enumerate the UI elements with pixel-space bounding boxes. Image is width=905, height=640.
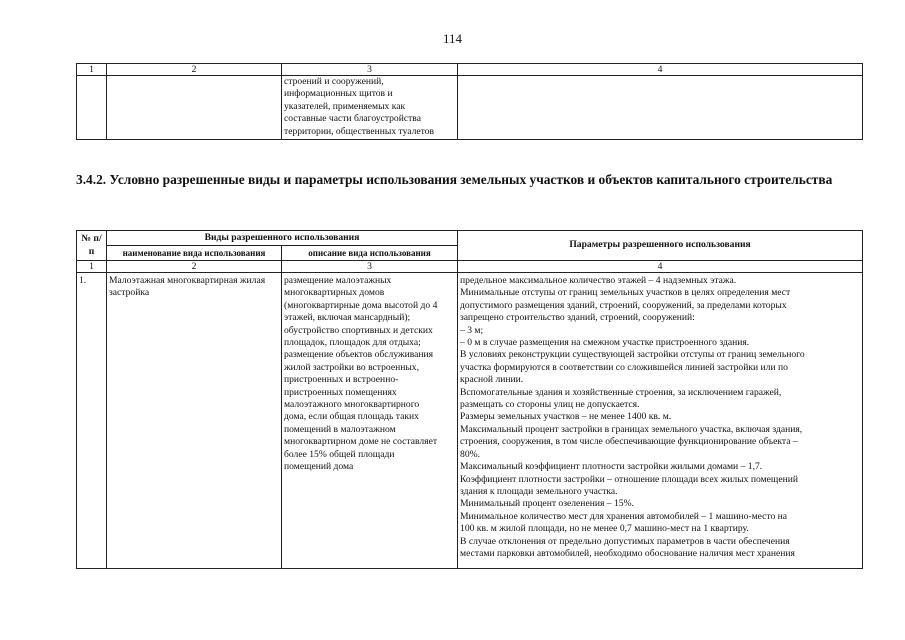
text-line: пристроенных и встроенно- bbox=[284, 374, 399, 386]
parameter-line: участка формируются в соответствии со сложившейся линией застройки или по bbox=[460, 361, 788, 373]
table-row bbox=[77, 273, 863, 569]
parameter-line: запрещено строительство зданий, строений, сооружений: bbox=[460, 312, 695, 324]
parameter-line: предельное максимальное количество этажей – 4 надземных этажа. bbox=[460, 275, 737, 286]
text-line: этажей, включая мансардный); bbox=[284, 312, 411, 324]
table-cell bbox=[77, 76, 107, 140]
text-line: многоквартирном доме не составляет bbox=[284, 436, 438, 448]
text-line: пристроенных помещениях bbox=[284, 386, 397, 398]
text-line: размещение объектов обслуживания bbox=[284, 349, 434, 361]
text-line: размещение малоэтажных bbox=[284, 275, 392, 286]
text-line: (многоквартирные дома высотой до 4 bbox=[284, 299, 438, 311]
parameter-line: Размеры земельных участков – не менее 1400 кв. м. bbox=[460, 411, 672, 423]
column-number: 1 bbox=[77, 261, 107, 273]
text-line: помещений дома bbox=[284, 461, 354, 473]
parameter-line: красной линии. bbox=[460, 374, 524, 386]
use-description-cell bbox=[282, 273, 458, 569]
text-line: дома, если общая площадь таких bbox=[284, 411, 419, 423]
parameter-line: В случае отклонения от предельно допустимых параметров в части обеспечения bbox=[460, 535, 790, 547]
column-number-row bbox=[77, 261, 863, 273]
text-line: информационных щитов и bbox=[284, 88, 393, 100]
conditional-use-table bbox=[76, 230, 863, 569]
column-number-row bbox=[77, 64, 863, 76]
text-line: обустройство спортивных и детских bbox=[284, 324, 433, 336]
parameter-line: Коэффициент плотности застройки – отношение площади всех жилых помещений bbox=[460, 473, 798, 485]
text-line: составные части благоустройства bbox=[284, 113, 421, 125]
parameter-line: размещать со стороны улиц не допускается. bbox=[460, 399, 640, 411]
parameters-cell bbox=[458, 273, 863, 569]
parameter-line: – 3 м; bbox=[460, 324, 484, 336]
description-cell bbox=[282, 76, 458, 140]
row-number: 1. bbox=[77, 273, 107, 569]
text-line: территории, общественных туалетов bbox=[284, 125, 435, 137]
table-cell bbox=[458, 76, 863, 140]
continuation-table bbox=[76, 63, 863, 140]
parameter-line: Минимальное количество мест для хранения автомобилей – 1 машино-место на bbox=[460, 510, 788, 522]
column-number: 3 bbox=[282, 64, 458, 76]
column-number: 3 bbox=[282, 261, 458, 273]
use-name-cell: Малоэтажная многоквартирная жилая застройка bbox=[107, 273, 282, 569]
header-row bbox=[77, 231, 863, 246]
parameter-line: Минимальные отступы от границ земельных участков в целях определения мест bbox=[460, 287, 791, 299]
header-description: описание вида использования bbox=[282, 246, 458, 261]
column-number: 1 bbox=[77, 64, 107, 76]
column-number: 4 bbox=[458, 261, 863, 273]
text-line: многоквартирных домов bbox=[284, 287, 385, 299]
text-line: жилой застройки во встроенных, bbox=[284, 361, 419, 373]
header-name: наименование вида использования bbox=[107, 246, 282, 261]
parameter-line: Вспомогательные здания и хозяйственные строения, за исключением гаражей, bbox=[460, 386, 782, 398]
text-line: площадок, площадок для отдыха; bbox=[284, 337, 421, 349]
parameter-line: Максимальный процент застройки в границах земельного участка, включая здания, bbox=[460, 423, 803, 435]
parameter-line: – 0 м в случае размещения на смежном участке пристроенного здания. bbox=[460, 337, 750, 349]
section-heading: 3.4.2. Условно разрешенные виды и параметры использования земельных участков и объектов капитального строительства bbox=[76, 172, 833, 187]
parameter-line: 100 кв. м жилой площади, но не менее 0,7 машино-мест на 1 квартиру. bbox=[460, 523, 749, 535]
text-line: малоэтажного многоквартирного bbox=[284, 399, 420, 411]
parameter-line: В условиях реконструкции существующей застройки отступы от границ земельного bbox=[460, 349, 805, 361]
header-parameters: Параметры разрешенного использования bbox=[458, 231, 863, 261]
column-number: 2 bbox=[107, 64, 282, 76]
parameter-line: Минимальный процент озеленения – 15%. bbox=[460, 498, 634, 510]
text-line: более 15% общей площади bbox=[284, 448, 395, 460]
header-number: № п/п bbox=[77, 231, 107, 261]
parameter-line: допустимого размещения зданий, строений, сооружений, за пределами которых bbox=[460, 299, 787, 311]
parameter-line: здания к площади земельного участка. bbox=[460, 485, 618, 497]
page-number: 114 bbox=[442, 31, 463, 46]
table-row bbox=[77, 76, 863, 140]
text-line: строений и сооружений, bbox=[284, 76, 384, 87]
parameter-line: Максимальный коэффициент плотности застройки жилыми домами – 1,7. bbox=[460, 461, 763, 473]
text-line: помещений в малоэтажном bbox=[284, 423, 396, 435]
column-number: 2 bbox=[107, 261, 282, 273]
header-types-group: Виды разрешенного использования bbox=[107, 231, 458, 246]
parameter-line: 80%. bbox=[460, 448, 480, 460]
table-cell bbox=[107, 76, 282, 140]
text-line: указателей, применяемых как bbox=[284, 100, 406, 112]
column-number: 4 bbox=[458, 64, 863, 76]
parameter-line: строения, сооружения, в том числе обеспечивающие функционирование объекта – bbox=[460, 436, 798, 448]
parameter-line: местами парковки автомобилей, необходимо обоснование наличия мест хранения bbox=[460, 547, 795, 559]
